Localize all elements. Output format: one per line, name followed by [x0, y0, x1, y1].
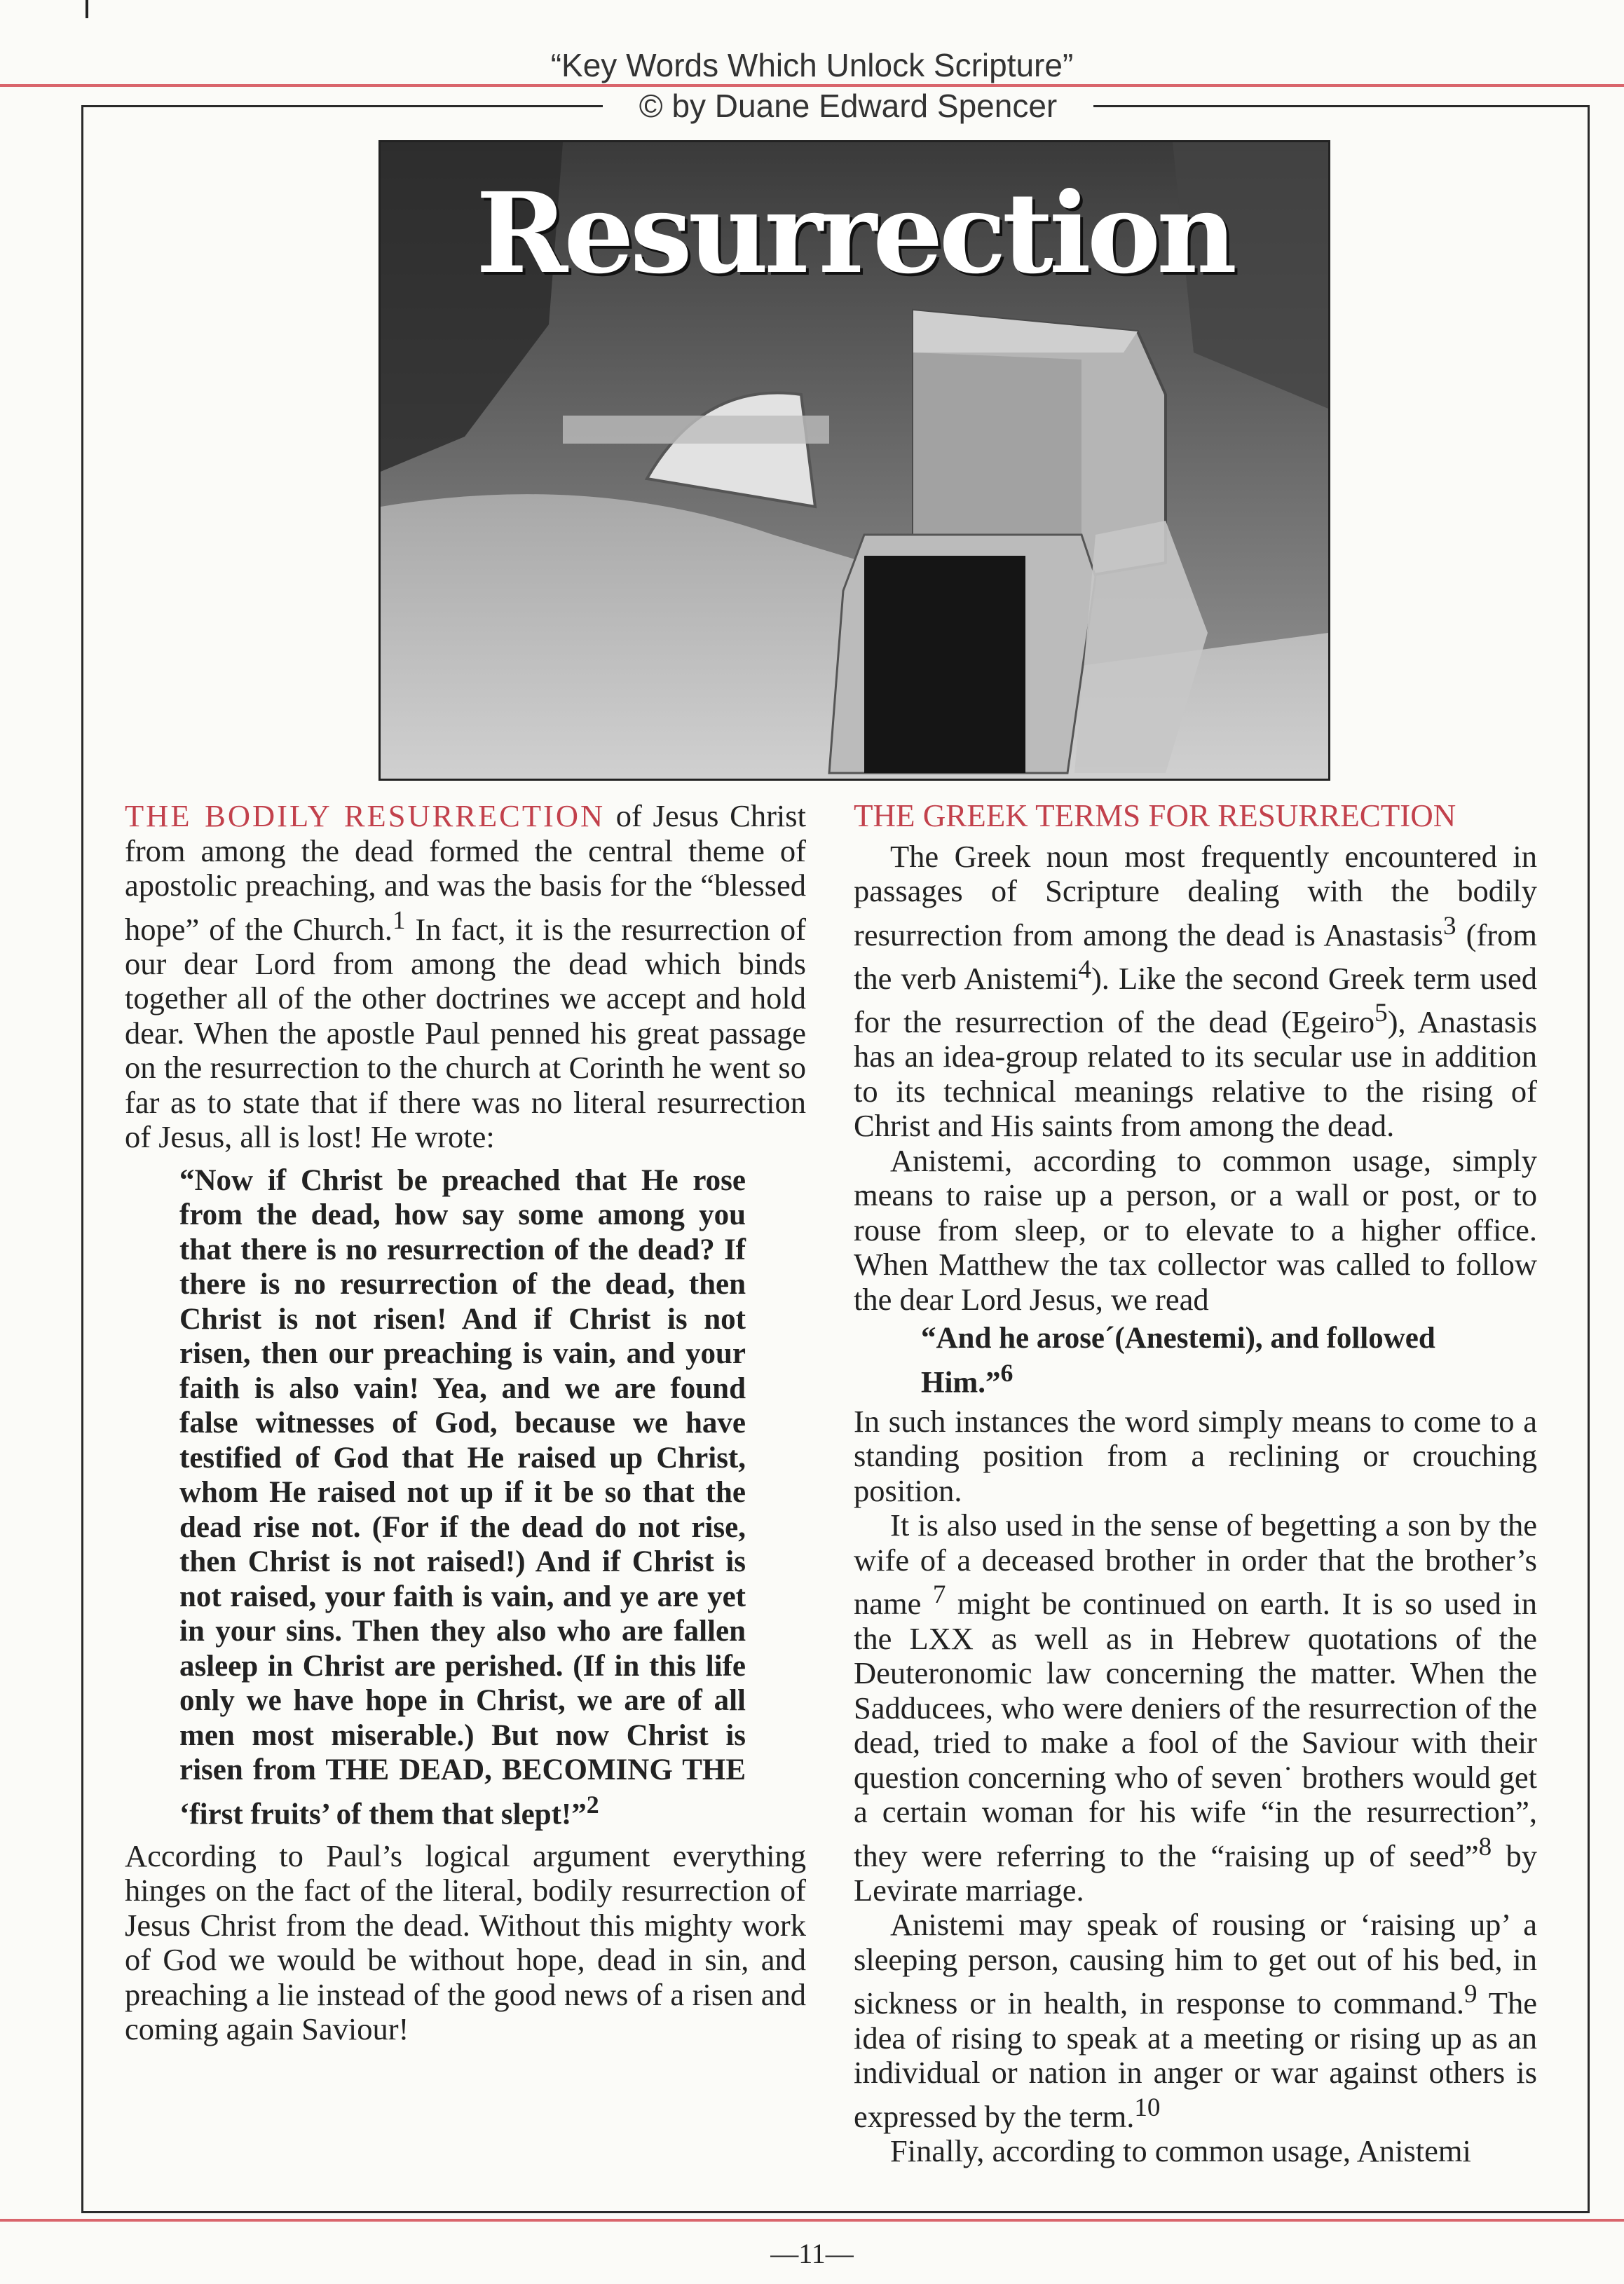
- right-column: [854, 799, 1537, 2169]
- section-heading: THE GREEK TERMS FOR RESURRECTION: [854, 798, 1456, 833]
- right-paragraph-5: [854, 1908, 1537, 2134]
- left-text: of Jesus Christ from among the dead formed the central theme of apostolic preaching, and was the basis for the “blessed hope” of the Church.: [125, 798, 806, 947]
- lead-heading: THE BODILY RESURRECTION: [125, 798, 606, 833]
- footnote-ref: 7: [932, 1580, 946, 1610]
- right-text: Anistemi may speak of rousing or ‘raising up’ a sleeping person, causing him to get out of his bed, in sickness or in health, in response to command.: [854, 1907, 1537, 2021]
- right-paragraph-3: In such instances the word simply means to come to a standing position from a reclining or crouching position.: [854, 1403, 1537, 1508]
- empty-tomb-photo: [378, 140, 1330, 781]
- footnote-ref: 8: [1478, 1832, 1492, 1861]
- bottom-red-rule: [0, 2219, 1624, 2222]
- scripture-quote: [921, 1321, 1496, 1400]
- left-paragraph-1: [125, 799, 806, 1155]
- margin-mark: [86, 0, 88, 18]
- footnote-ref: 5: [1374, 999, 1388, 1028]
- footnote-ref: 3: [1443, 911, 1456, 941]
- quote-text: “And he arose´(Anestemi), and followed Him.”: [921, 1322, 1435, 1400]
- right-text: ), Anastasis has an idea-group related to its secular use in addition to its technical meanings relative to the rising of Christ and His saints from among the dead.: [854, 1004, 1537, 1144]
- series-title: “Key Words Which Unlock Scripture”: [550, 47, 1074, 83]
- photo-title: Resurrection: [475, 169, 1234, 299]
- right-text: by Levirate marriage.: [854, 1838, 1538, 1908]
- right-text: The Greek noun most frequently encountered in passages of Scripture dealing with the bodily resurrection from among the dead is Anastasis: [854, 838, 1537, 952]
- footnote-ref: 9: [1463, 1980, 1478, 2009]
- footnote-ref: 6: [1000, 1358, 1014, 1387]
- right-text: ). Like the second Greek term used for the resurrection of the dead (Egeiro: [854, 960, 1537, 1039]
- left-paragraph-2: According to Paul’s logical argument everything hinges on the fact of the literal, bodily resurrection of Jesus Christ from the dead. Without this mighty work of God we would be without hope, dead in sin, and preaching a lie instead of the good news of a risen and coming again Saviour!: [125, 1838, 806, 2047]
- right-paragraph-1: [854, 840, 1537, 1144]
- copyright-line: © by Duane Edward Spencer: [603, 87, 1093, 125]
- right-text: It is also used in the sense of begetting a son by the wife of a deceased brother in order that the brother’s name: [854, 1507, 1537, 1622]
- right-paragraph-4: [854, 1508, 1537, 1908]
- footnote-ref: 4: [1078, 955, 1091, 984]
- right-text: The idea of rising to speak at a meeting or rising up as an individual or nation in anger or war against others is expressed by the term.: [854, 1985, 1537, 2134]
- scripture-quote: [179, 1163, 746, 1832]
- left-text: In fact, it is the resurrection of our dear Lord from among the dead which binds together all of the other doctrines we accept and hold dear. When the apostle Paul penned his great passage on the resurrection to the church at Corinth he went so far as to state that if there was no literal resurrection of Jesus, all is lost! He wrote:: [125, 911, 806, 1155]
- right-paragraph-2: Anistemi, according to common usage, simply means to raise up a person, or a wall or post, or to rouse from sleep, or to elevate to a higher office. When Matthew the tax collector was called to follow the dear Lord Jesus, we read: [854, 1142, 1537, 1317]
- right-text: (from the verb Anistemi: [854, 917, 1537, 996]
- right-text: might be continued on earth. It is so used in the LXX as well as in Hebrew quotations of the Deuteronomic law concerning the matter. When the Sadducees, who were deniers of the resurrection of the dead, tried to make a fool of the Saviour with their question concerning who of seven˙ brothers would get a certain woman for his wife “in the resurrection”, they were referring to the “raising up of seed”: [854, 1586, 1537, 1873]
- footnote-ref: 1: [392, 905, 406, 935]
- quote-text: “Now if Christ be preached that He rose from the dead, how say some among you that there is no resurrection of the dead? If there is no resurrection of the dead, then Christ is not risen! And if Christ is not risen, then our preaching is vain, and your faith is also vain! Yea, and we are found false witnesses of God, because we have testified of God that He raised up Christ, whom He raised not up if it be so that the dead rise not. (For if the dead do not rise, then Christ is not raised!) And if Christ is not raised, your faith is vain, and ye are yet in your sins. Then they also who are fallen asleep in Christ are perished. (If in this life only we have hope in Christ, we are of all men most miserable.) But now Christ is risen from THE DEAD, BECOMING THE ‘first fruits’ of them that slept!”: [179, 1163, 746, 1831]
- footnote-ref: 2: [586, 1790, 599, 1819]
- left-column: [125, 799, 806, 2047]
- right-paragraph-6: Finally, according to common usage, Anistemi: [890, 2133, 1471, 2169]
- footnote-ref: 10: [1134, 2093, 1161, 2122]
- page-number: —11—: [770, 2238, 854, 2269]
